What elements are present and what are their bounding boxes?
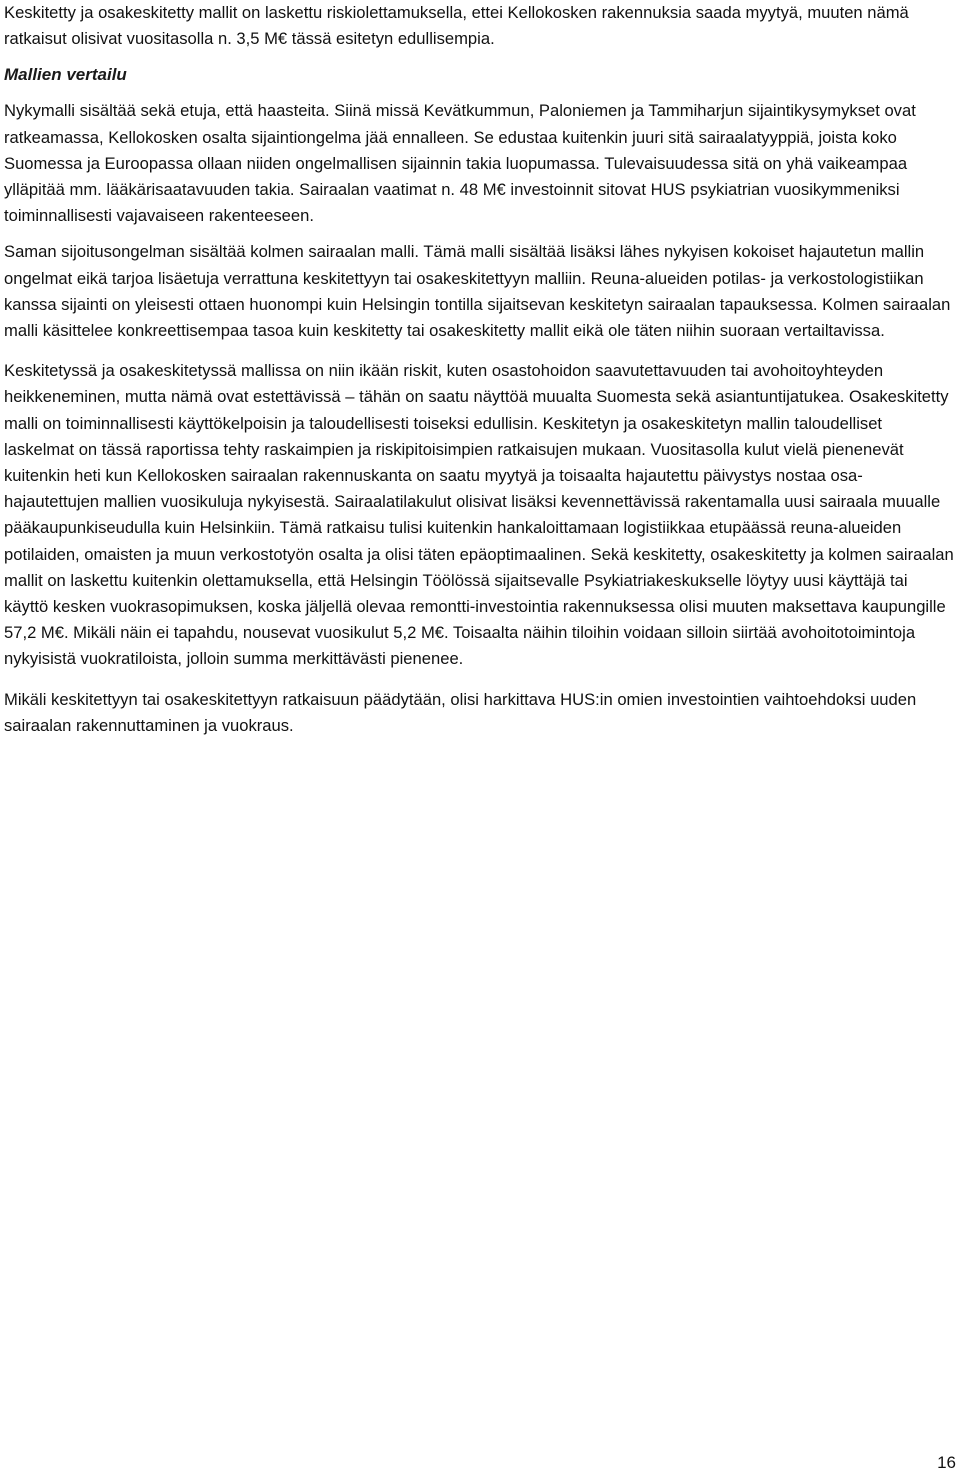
paragraph-current-model: Nykymalli sisältää sekä etuja, että haasteita. Siinä missä Kevätkummun, Paloniemen ja Tammiharjun sijaintikysymykset ovat ratkeamassa, Kellokosken osalta sijaintiongelma jää ennalleen. Se edustaa kuitenkin juuri sitä sairaalatyyppiä, joista koko Suomessa ja Euroopassa ollaan niiden ongelmallisen sijainnin takia luopumassa. Tulevaisuudessa sitä on yhä vaikeampaa ylläpitää mm. lääkärisaatavuuden takia. Sairaalan vaatimat n. 48 M€ investoinnit sitovat HUS psykiatrian vuosikymmeniksi toiminnallisesti vajavaiseen rakenteeseen. xyxy=(4,101,916,226)
section-heading: Mallien vertailu xyxy=(4,65,127,85)
intro-paragraph: Keskitetty ja osakeskitetty mallit on laskettu riskiolettamuksella, ettei Kellokosken rakennuksia saada myytyä, muuten nämä ratkaisut olisivat vuositasolla n. 3,5 M€ tässä esitetyn edullisempia. xyxy=(4,3,909,49)
paragraph-three-hospital-model: Saman sijoitusongelman sisältää kolmen sairaalan malli. Tämä malli sisältää lisäksi lähes nykyisen kokoiset hajautetun mallin ongelmat eikä tarjoa lisäetuja verrattuna keskitettyyn tai osakeskitettyyn malliin. Reuna-alueiden potilas- ja verkostologistiikan kanssa sijainti on yleisesti ottaen huonompi kuin Helsingin tontilla sijaitsevan keskitetyn sairaalan tapauksessa. Kolmen sairaalan malli käsittelee konkreettisempaa tasoa kuin keskitetty tai osakeskitetty mallit eikä ole täten niihin suoraan vertailtavissa. xyxy=(4,242,951,341)
paragraph-centralized-models: Keskitetyssä ja osakeskitetyssä mallissa on niin ikään riskit, kuten osastohoidon saavutettavuuden tai avohoitoyhteyden heikkeneminen, mutta nämä ovat estettävissä – tähän on saatu näyttöä muualta Suomesta sekä asiantuntijatukea. Osakeskitetty malli on toiminnallisesti käyttökelpoisin ja taloudellisesti toiseksi edullisin. Keskitetyn ja osakeskitetyn mallin taloudelliset laskelmat on tässä raportissa tehty raskaimpien ja riskipitoisimpien ratkaisujen mukaan. Vuositasolla kulut vielä pienenevät kuitenkin heti kun Kellokosken sairaalan rakennuskanta on saatu myytyä ja toisaalta hajautettu päivystys nostaa osa-hajautettujen mallien vuosikuluja nykyisestä. Sairaalatilakulut olisivat lisäksi kevennettävissä rakentamalla uusi sairaala muualle pääkaupunkiseudulla kuin Helsinkiin. Tämä ratkaisu tulisi kuitenkin hankaloittamaan logistiikkaa etupäässä reuna-alueiden potilaiden, omaisten ja muun verkostotyön osalta ja olisi täten epäoptimaalinen. Sekä keskitetty, osakeskitetty ja kolmen sairaalan mallit on laskettu kuitenkin olettamuksella, että Helsingin Töölössä sijaitsevalle Psykiatriakeskukselle löytyy uusi käyttäjä tai käyttö kesken vuokrasopimuksen, koska jäljellä olevaa remontti-investointia rakennuksessa olisi muuten maksettava kaupungille 57,2 M€. Mikäli näin ei tapahdu, nousevat vuosikulut 5,2 M€. Toisaalta näihin tiloihin voidaan silloin siirtää avohoitotoimintoja nykyisistä vuokratiloista, jolloin summa merkittävästi pienenee. xyxy=(4,361,954,669)
paragraph-conclusion: Mikäli keskitettyyn tai osakeskitettyyn ratkaisuun päädytään, olisi harkittava HUS:in omien investointien vaihtoehdoksi uuden sairaalan rakennuttaminen ja vuokraus. xyxy=(4,689,917,735)
page-number: 16 xyxy=(937,1453,956,1472)
document-page xyxy=(4,0,956,739)
